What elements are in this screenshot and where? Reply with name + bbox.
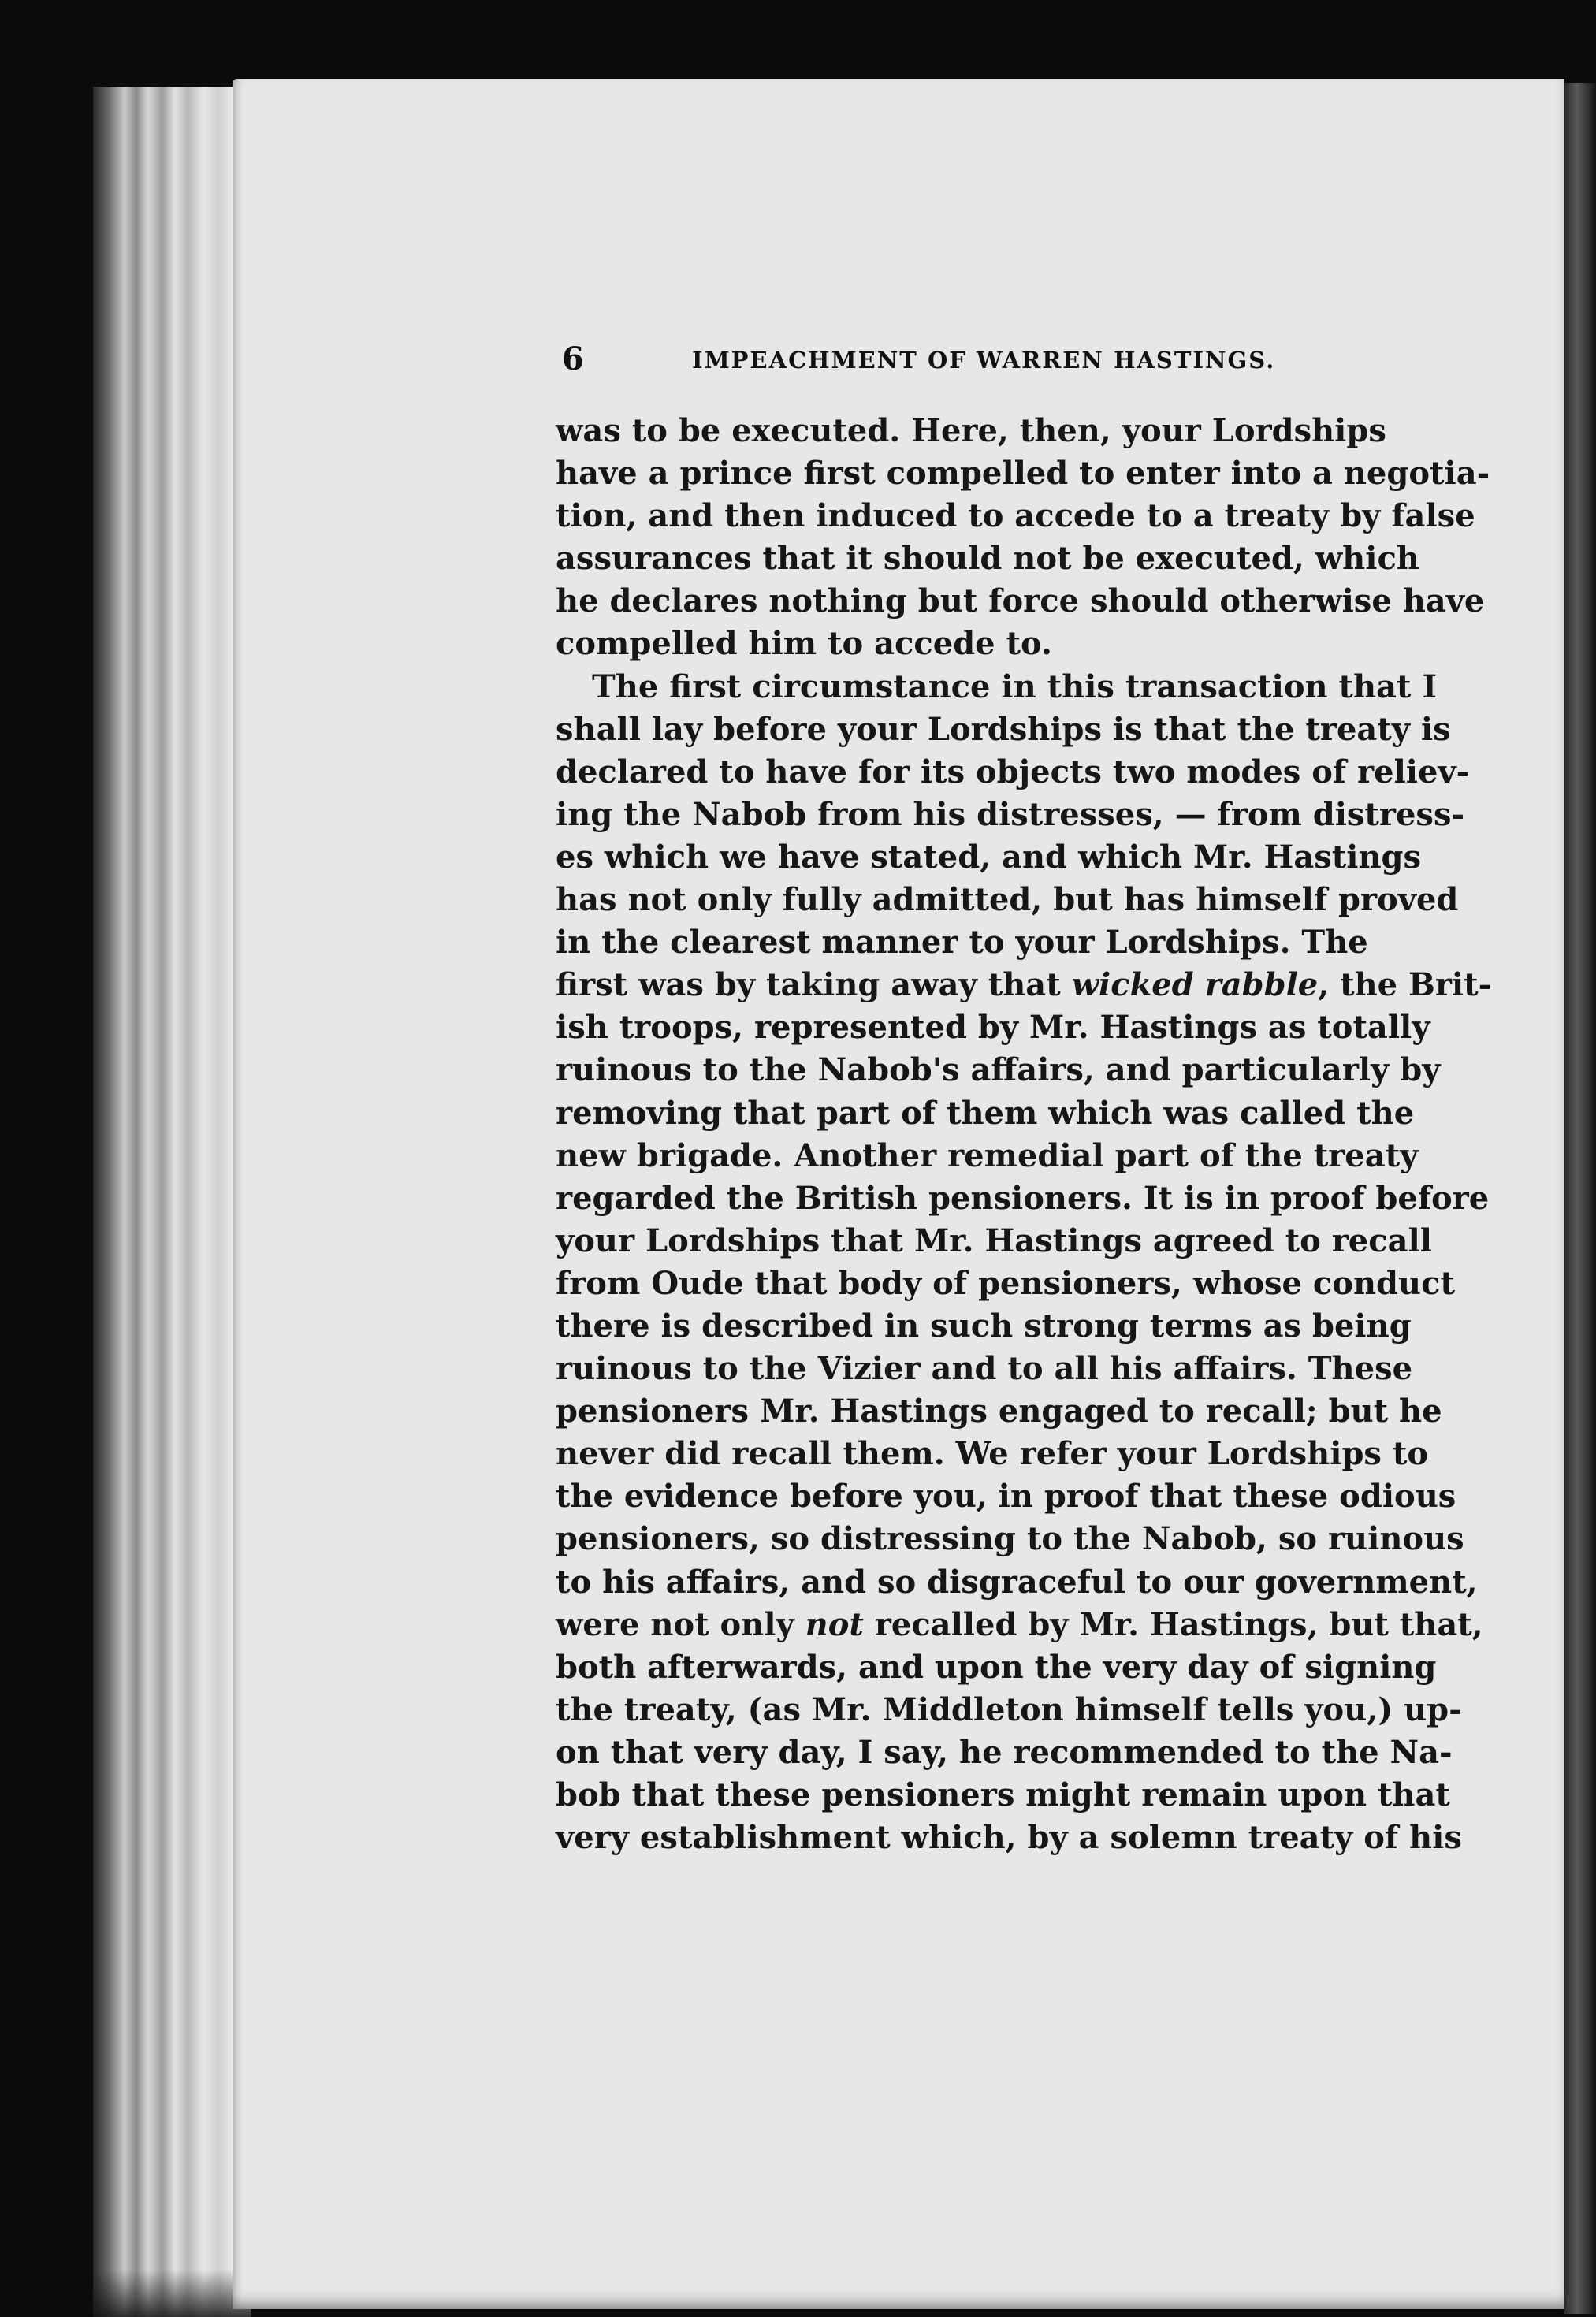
italic-phrase: wicked rabble [1071,966,1319,1004]
text-line [556,1518,1464,1560]
text-line [556,1561,1478,1604]
text-segment: never did recall them. We refer your Lordships to [556,1435,1429,1473]
text-line [556,836,1422,879]
text-segment: in the clearest manner to your Lordships. The [556,924,1368,961]
text-segment: shall lay before your Lordships is that the treaty is [556,710,1451,748]
text-line [556,1049,1441,1092]
text-line [556,1817,1462,1859]
text-line [556,794,1465,836]
text-segment: your Lordships that Mr. Hastings agreed to recall [556,1222,1432,1259]
text-line [556,1689,1462,1731]
text-segment: on that very day, I say, he recommended to the Na- [556,1733,1453,1771]
text-segment: pensioners Mr. Hastings engaged to recall; but he [556,1393,1442,1430]
text-line [556,623,1360,665]
text-segment: from Oude that body of pensioners, whose conduct [556,1264,1455,1302]
text-segment: ruinous to the Nabob's affairs, and particularly by [556,1051,1441,1089]
text-segment: ish troops, represented by Mr. Hastings as totally [556,1009,1430,1047]
text-segment: very establishment which, by a solemn treaty of his [556,1819,1462,1857]
text-segment: there is described in such strong terms as being [556,1307,1412,1344]
text-line [556,537,1419,580]
text-segment: first was by taking away that [556,966,1072,1004]
body-text [556,410,1492,1859]
text-segment: declared to have for its objects two modes of reliev- [556,753,1470,790]
text-line [556,1475,1456,1518]
italic-phrase: not [805,1605,864,1643]
text-line [556,751,1470,794]
text-segment: removing that part of them which was called the [556,1094,1415,1132]
text-line [556,1433,1429,1475]
text-segment: es which we have stated, and which Mr. Hastings [556,838,1422,876]
text-line [556,1006,1430,1049]
page-number: 6 [562,340,584,377]
text-line [556,1390,1442,1433]
text-line [556,1731,1453,1774]
page-header [562,340,1350,380]
text-line [556,1135,1419,1177]
text-segment: bob that these pensioners might remain upon that [556,1776,1450,1813]
text-line [556,1263,1455,1305]
text-line [556,1604,1483,1646]
text-line [556,410,1386,452]
text-line [556,964,1492,1006]
text-segment: regarded the British pensioners. It is in proof before [556,1179,1490,1217]
text-segment: the evidence before you, in proof that these odious [556,1478,1456,1516]
text-segment: , the Brit- [1318,966,1492,1004]
text-line [556,1646,1437,1689]
text-line [556,1220,1432,1263]
text-line [556,495,1475,537]
text-line [556,1177,1490,1220]
text-line [556,452,1490,495]
text-line [556,1092,1415,1135]
text-segment: were not only [556,1605,805,1643]
text-segment: the treaty, (as Mr. Middleton himself tells you,) up- [556,1690,1462,1728]
text-segment: was to be executed. Here, then, your Lordships [556,412,1386,449]
text-segment: tion, and then induced to accede to a treaty by false [556,497,1475,535]
text-segment: he declares nothing but force should otherwise have [556,582,1485,620]
book-spine-shadow [1564,83,1596,2314]
text-segment: ruinous to the Vizier and to all his affairs. These [556,1350,1413,1388]
text-line [556,1305,1412,1348]
text-line [556,879,1459,921]
text-segment: The first circumstance in this transaction that I [592,668,1438,705]
text-line [556,1348,1413,1390]
text-line [556,666,1438,708]
text-segment: new brigade. Another remedial part of the treaty [556,1136,1419,1174]
text-line [556,921,1368,964]
text-segment: both afterwards, and upon the very day of signing [556,1648,1437,1686]
book-page-edges [93,87,251,2317]
text-segment: pensioners, so distressing to the Nabob, so ruinous [556,1520,1464,1558]
text-segment: ing the Nabob from his distresses, — from distress- [556,795,1465,833]
text-segment: recalled by Mr. Hastings, but that, [863,1605,1483,1643]
text-line [556,708,1451,751]
running-head: IMPEACHMENT OF WARREN HASTINGS. [692,347,1276,374]
text-segment: have a prince first compelled to enter into a negotia- [556,455,1490,493]
text-line [556,580,1485,623]
text-segment: has not only fully admitted, but has himself proved [556,881,1459,919]
text-segment: assurances that it should not be executed, which [556,540,1419,578]
text-segment: compelled him to accede to. [556,625,1052,663]
text-line [556,1774,1450,1817]
text-segment: to his affairs, and so disgraceful to our government, [556,1563,1478,1601]
